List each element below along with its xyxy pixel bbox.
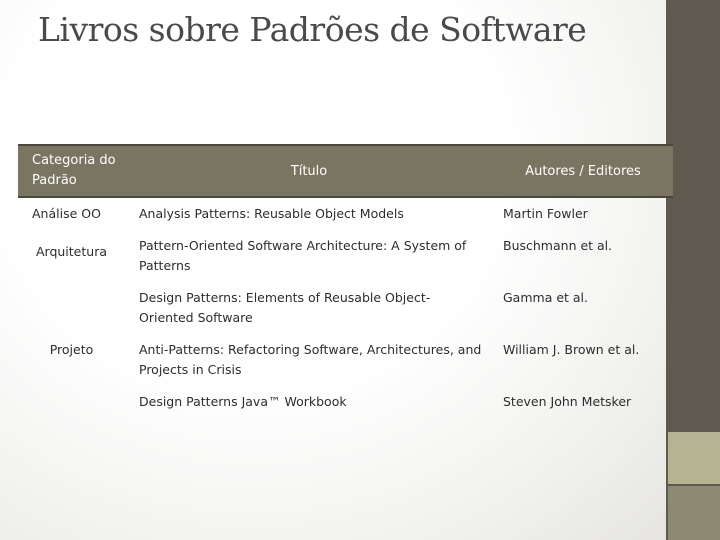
header-authors: Autores / Editores (493, 145, 673, 197)
books-table (18, 144, 673, 418)
authors-cell: Martin Fowler (503, 206, 588, 221)
table-row (18, 230, 673, 282)
title-cell: Design Patterns: Elements of Reusable Object-Oriented Software (139, 290, 431, 325)
authors-cell: William J. Brown et al. (503, 342, 640, 357)
category-cell: Arquitetura (35, 244, 107, 259)
header-category: Categoria do Padrão (18, 145, 125, 197)
decorative-accent-block-dark (668, 486, 720, 540)
table-row (18, 197, 673, 230)
table-header-row (18, 145, 673, 197)
authors-cell: Steven John Metsker (503, 394, 632, 409)
title-cell: Anti-Patterns: Refactoring Software, Architectures, and Projects in Crisis (139, 342, 482, 377)
title-cell: Design Patterns Java™ Workbook (139, 394, 347, 409)
title-cell: Analysis Patterns: Reusable Object Models (139, 206, 404, 221)
category-cell: Projeto (49, 342, 94, 357)
table-row (18, 282, 673, 334)
category-cell: Análise OO (32, 206, 101, 221)
title-cell: Pattern-Oriented Software Architecture: A System of Patterns (139, 238, 467, 273)
authors-cell: Gamma et al. (503, 290, 589, 305)
authors-cell: Buschmann et al. (503, 238, 613, 253)
header-title: Título (125, 145, 493, 197)
decorative-accent-block-light (668, 432, 720, 484)
page-title: Livros sobre Padrões de Software (38, 10, 587, 49)
